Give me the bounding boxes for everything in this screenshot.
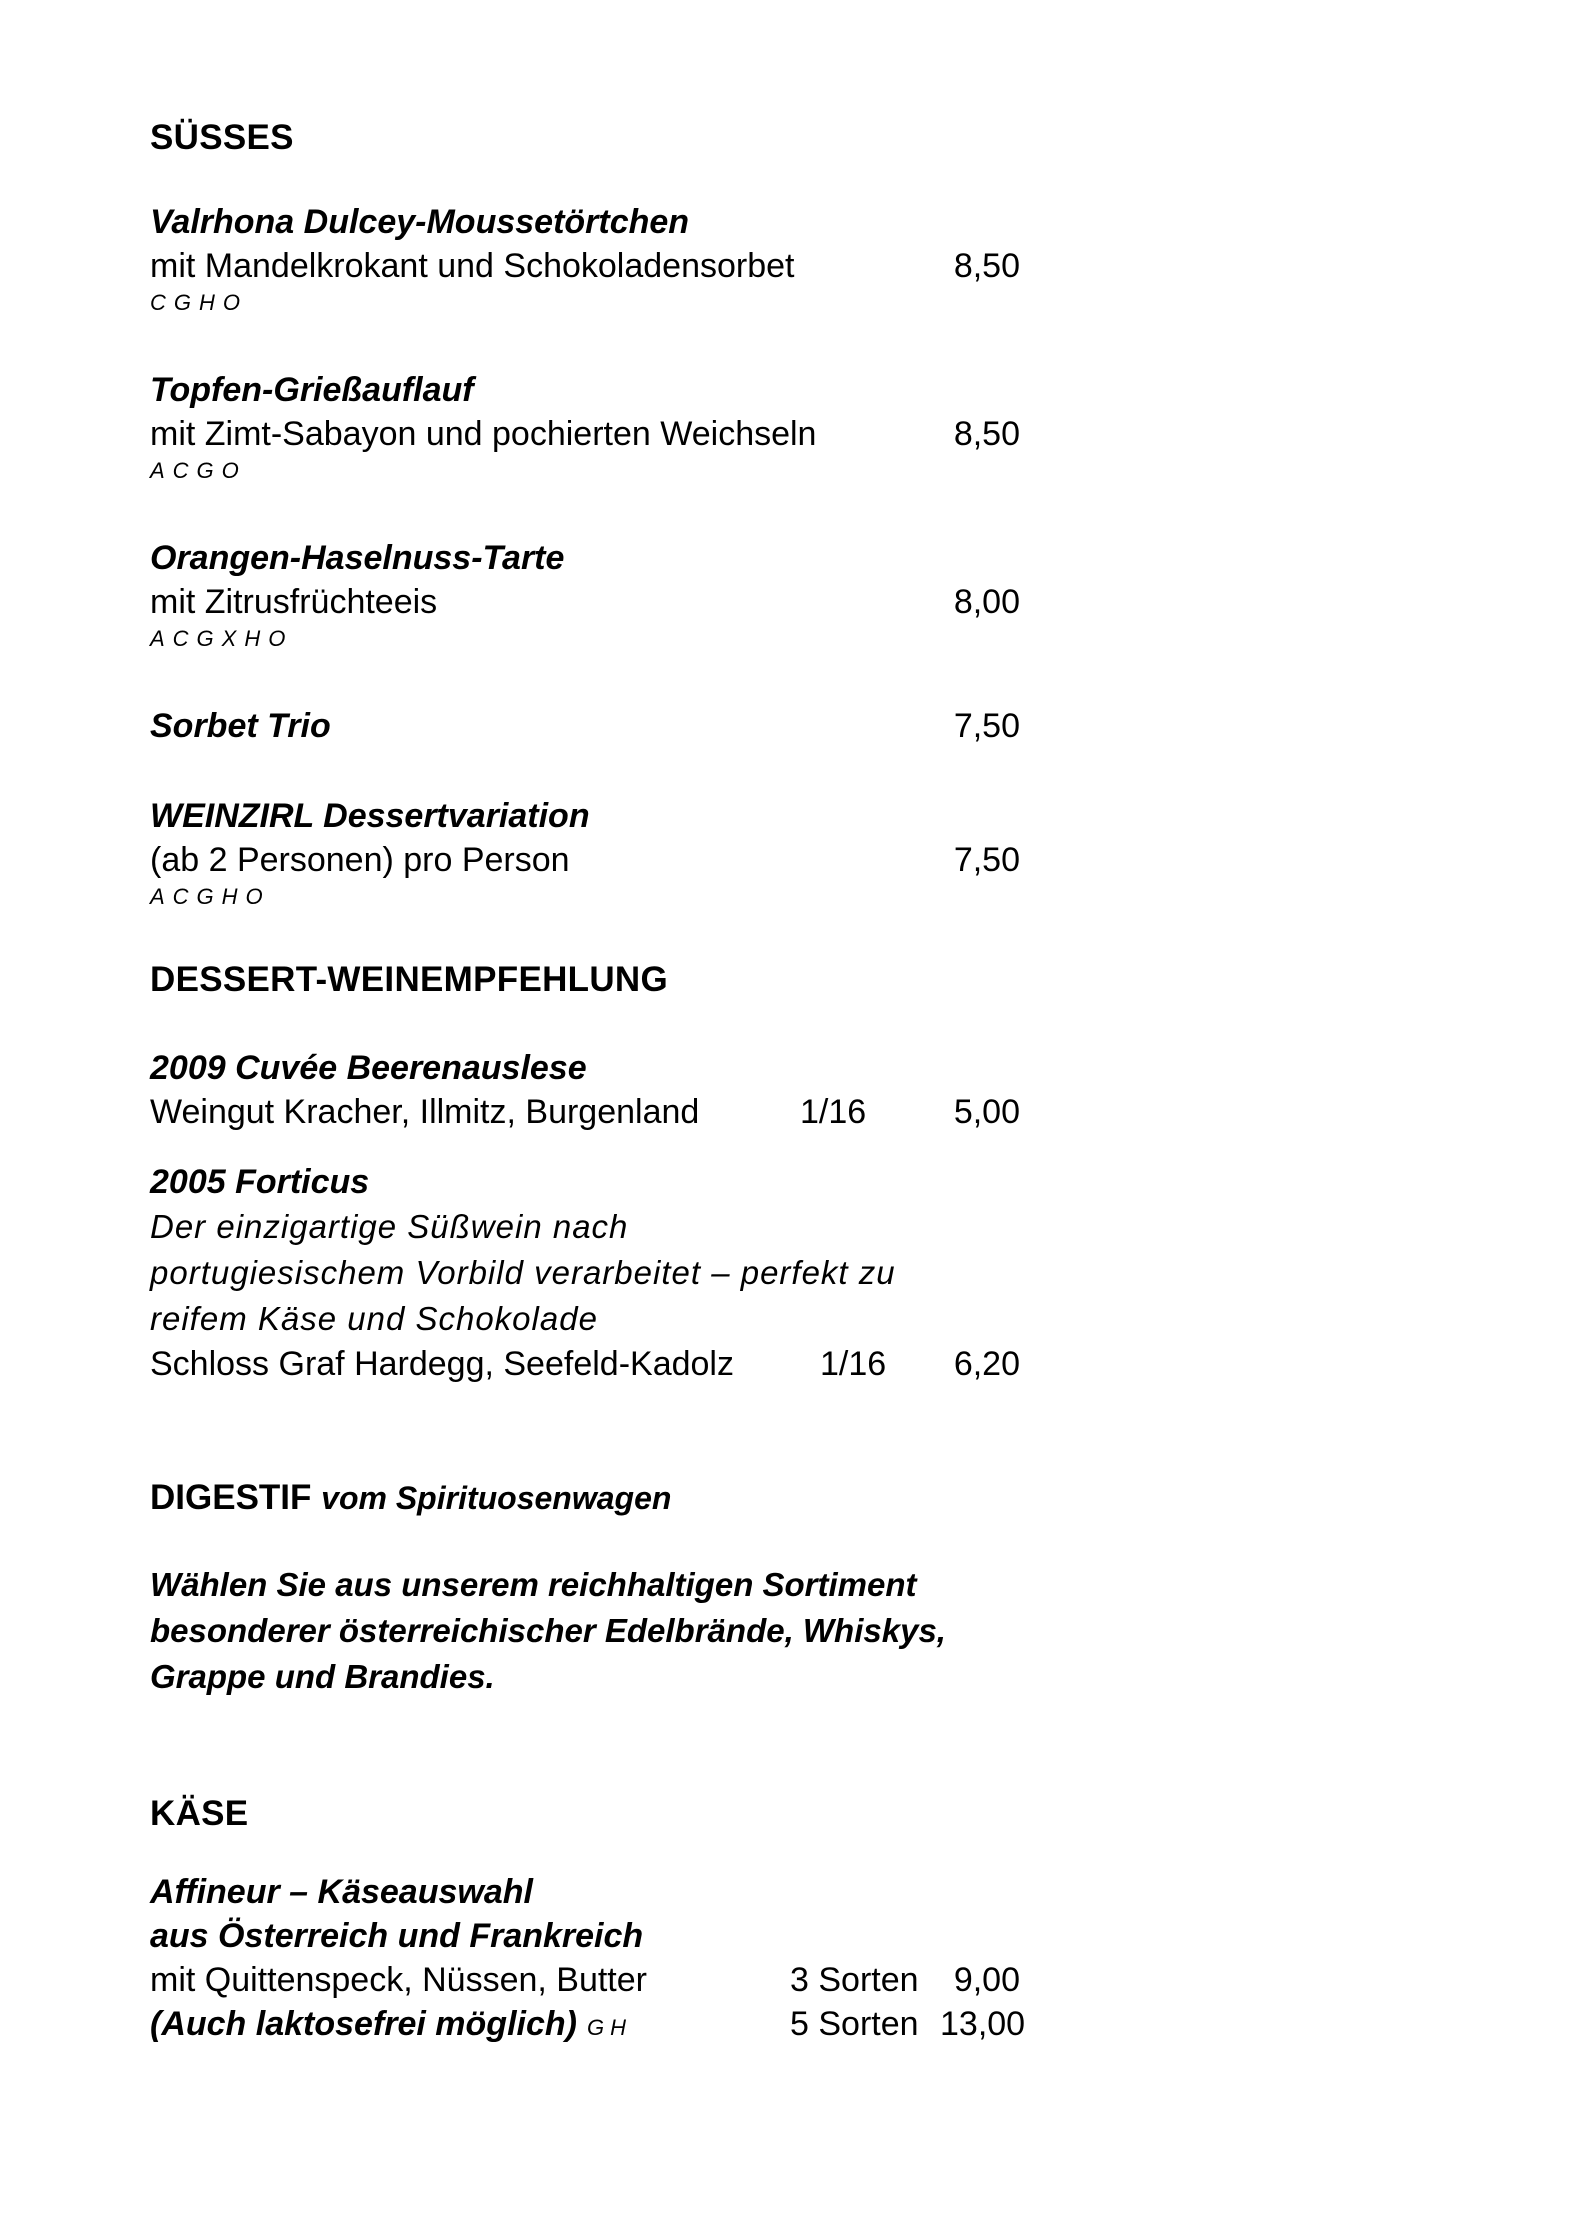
dish-name: Orangen-Haselnuss-Tarte xyxy=(150,539,565,577)
wine-description-line: portugiesischem Vorbild verarbeitet – perfekt zu xyxy=(150,1254,896,1291)
dish-price: 8,50 xyxy=(953,415,1020,453)
digestif-subtitle: vom Spirituosenwagen xyxy=(321,1480,672,1516)
allergen-codes: GH xyxy=(586,2015,632,2040)
dish-row xyxy=(150,704,1020,748)
section-title-wein: DESSERT-WEINEMPFEHLUNG xyxy=(150,960,669,999)
menu-item xyxy=(150,704,1020,748)
wine-item xyxy=(150,1160,1020,1386)
cheese-note: (Auch laktosefrei möglich) xyxy=(150,2005,577,2043)
dish-name: Topfen-Grießauflauf xyxy=(150,371,474,409)
cheese-description-wrap xyxy=(150,2002,790,2050)
wine-price: 5,00 xyxy=(953,1093,1020,1131)
wine-name: 2005 Forticus xyxy=(150,1163,370,1201)
section-title-suesses: SÜSSES xyxy=(150,118,294,157)
cheese-item xyxy=(150,1870,1026,2050)
wine-row xyxy=(150,1090,1020,1134)
dish-row xyxy=(150,412,1020,456)
dish-name: Valrhona Dulcey-Moussetörtchen xyxy=(150,203,690,241)
section-title-kaese: KÄSE xyxy=(150,1794,249,1833)
wine-item xyxy=(150,1046,1020,1134)
dish-price: 8,00 xyxy=(953,583,1020,621)
dish-description: mit Zitrusfrüchteeis xyxy=(150,583,438,621)
dish-name: WEINZIRL Dessertvariation xyxy=(150,797,590,835)
cheese-name-line: aus Österreich und Frankreich xyxy=(150,1917,644,1955)
allergen-codes: ACGHO xyxy=(150,884,271,909)
dish-name: Sorbet Trio xyxy=(150,707,331,745)
dish-price: 7,50 xyxy=(953,841,1020,879)
dish-description: mit Mandelkrokant und Schokoladensorbet xyxy=(150,247,795,285)
wine-quantity: 1/16 xyxy=(820,1345,887,1383)
menu-item xyxy=(150,368,1020,486)
wine-name: 2009 Cuvée Beerenauslese xyxy=(150,1049,587,1087)
cheese-price: 9,00 xyxy=(953,1961,1020,1999)
digestif-text-line: besonderer österreichischer Edelbrände, Whiskys, xyxy=(150,1612,946,1649)
wine-description-line: reifem Käse und Schokolade xyxy=(150,1300,598,1337)
wine-row xyxy=(150,1342,1020,1386)
wine-quantity: 1/16 xyxy=(800,1093,867,1131)
dish-row xyxy=(150,838,1020,882)
digestif-text xyxy=(150,1562,1020,1700)
digestif-text-line: Wählen Sie aus unserem reichhaltigen Sortiment xyxy=(150,1566,917,1603)
cheese-row xyxy=(150,1958,1020,2002)
section-title-digestif xyxy=(150,1478,1020,1518)
wine-description-line: Der einzigartige Süßwein nach xyxy=(150,1208,629,1245)
dish-price: 7,50 xyxy=(953,707,1020,745)
dish-row xyxy=(150,244,1020,288)
allergen-codes: ACGO xyxy=(150,458,247,483)
dish-description: mit Zimt-Sabayon und pochierten Weichseln xyxy=(150,415,817,453)
allergen-codes: ACGXHO xyxy=(150,626,294,651)
cheese-quantity: 3 Sorten xyxy=(790,1961,919,1999)
dish-price: 8,50 xyxy=(953,247,1020,285)
cheese-description: mit Quittenspeck, Nüssen, Butter xyxy=(150,1961,647,1999)
cheese-quantity: 5 Sorten xyxy=(790,2005,919,2043)
menu-item xyxy=(150,200,1020,318)
digestif-text-line: Grappe und Brandies. xyxy=(150,1658,495,1695)
menu-item xyxy=(150,794,1020,912)
dish-description: (ab 2 Personen) pro Person xyxy=(150,841,570,879)
menu-item xyxy=(150,536,1020,654)
wine-price: 6,20 xyxy=(953,1345,1020,1383)
cheese-name-line: Affineur – Käseauswahl xyxy=(150,1873,533,1911)
wine-producer: Weingut Kracher, Illmitz, Burgenland xyxy=(150,1093,700,1131)
cheese-row xyxy=(150,2002,1026,2050)
cheese-price: 13,00 xyxy=(940,2005,1026,2043)
digestif-title: DIGESTIF xyxy=(150,1478,312,1517)
dish-row xyxy=(150,580,1020,624)
menu-page xyxy=(150,118,1026,2050)
allergen-codes: CGHO xyxy=(150,290,248,315)
wine-producer: Schloss Graf Hardegg, Seefeld-Kadolz xyxy=(150,1345,734,1383)
